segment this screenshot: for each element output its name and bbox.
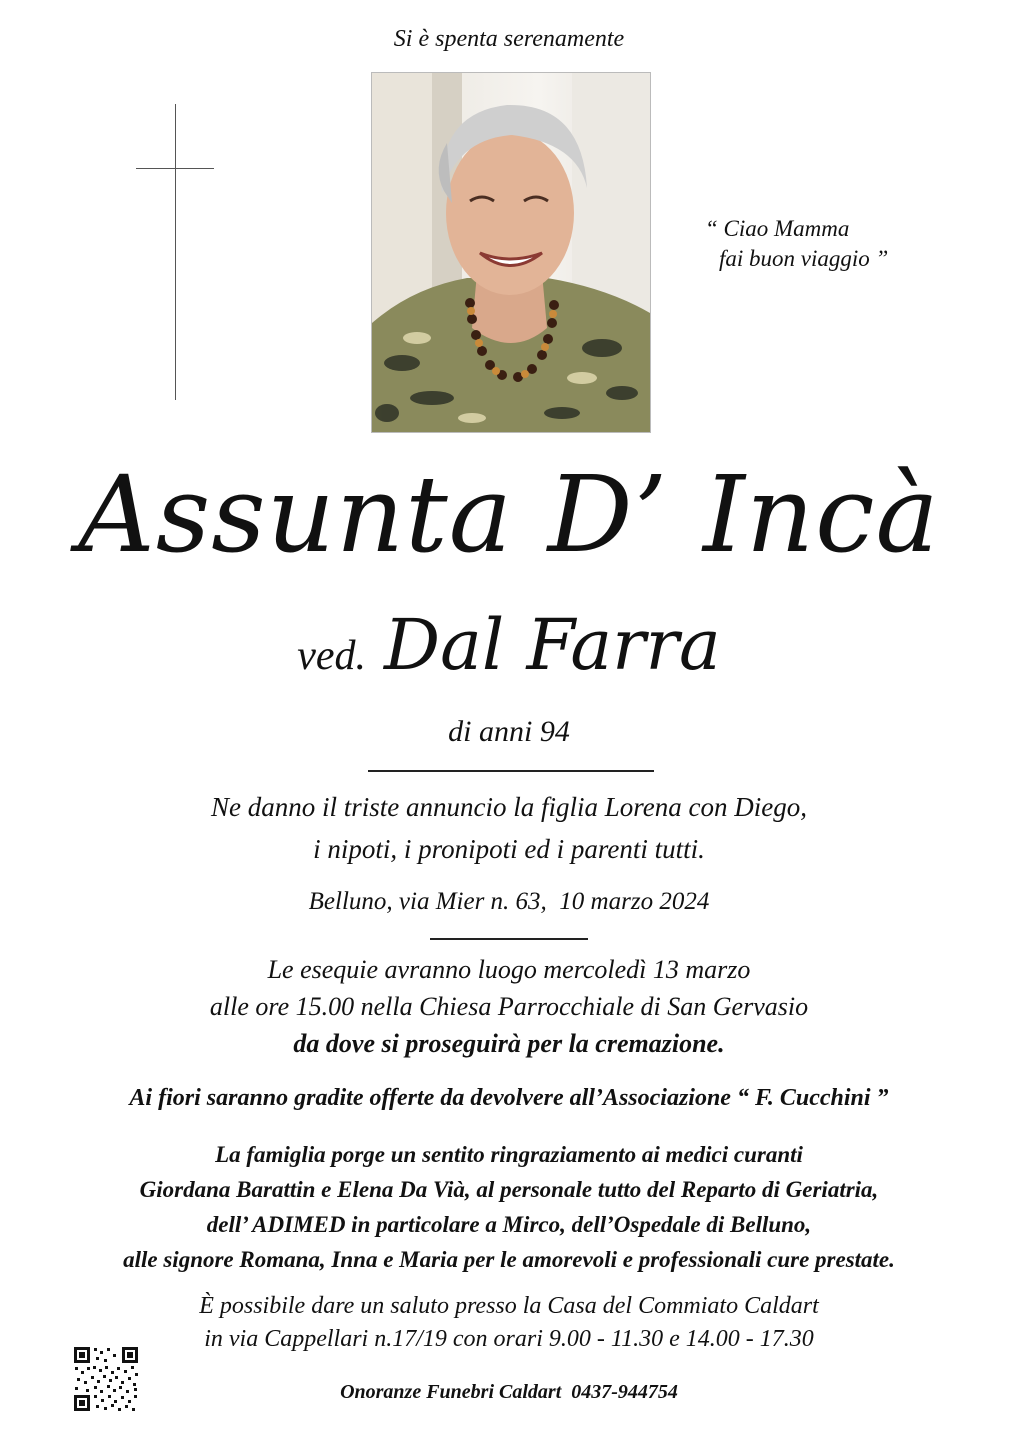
married-name	[0, 600, 1018, 701]
funeral-line-1: Le esequie avranno luogo mercoledì 13 marzo	[267, 955, 751, 984]
portrait-photo	[371, 72, 651, 433]
cross-icon-vertical	[175, 104, 176, 400]
thanks-line-3: dell’ ADIMED in particolare a Mirco, dell’Ospedale di Belluno,	[206, 1212, 812, 1237]
divider	[430, 938, 588, 940]
thanks-line-1: La famiglia porge un sentito ringraziamento ai medici curanti	[215, 1142, 803, 1167]
visit-line-2: in via Cappellari n.17/19 con orari 9.00 - 11.30 e 14.00 - 17.30	[204, 1326, 814, 1352]
divider	[368, 770, 654, 772]
announcement	[0, 786, 1018, 870]
married-prefix: ved.	[297, 633, 367, 679]
quote-line-2: fai buon viaggio ”	[719, 246, 889, 271]
announcement-line-1: Ne danno il triste annuncio la figlia Lorena con Diego,	[211, 792, 807, 822]
intro-text: Si è spenta serenamente	[393, 26, 625, 52]
announcement-line-2: i nipoti, i pronipoti ed i parenti tutti.	[313, 834, 705, 864]
deceased-name: Assunta D’ Incà	[78, 453, 940, 576]
quote-line-1: “ Ciao Mamma	[705, 216, 850, 241]
funeral-line-2: alle ore 15.00 nella Chiesa Parrocchiale di San Gervasio	[209, 992, 809, 1021]
funeral-info	[0, 951, 1018, 1062]
thanks-line-2: Giordana Barattin e Elena Da Vià, al personale tutto del Reparto di Geriatria,	[139, 1177, 879, 1202]
cross-icon-horizontal	[136, 168, 214, 169]
visit-info	[0, 1290, 1018, 1356]
funeral-line-3: da dove si proseguirà per la cremazione.	[293, 1029, 725, 1058]
visit-line-1: È possibile dare un saluto presso la Casa del Commiato Caldart	[199, 1293, 819, 1319]
quote	[705, 214, 955, 274]
agency-contact: Onoranze Funebri Caldart 0437-944754	[340, 1381, 678, 1403]
married-surname: Dal Farra	[384, 604, 721, 686]
age-text: di anni 94	[448, 715, 570, 748]
flowers-note: Ai fiori saranno gradite offerte da devolvere all’Associazione “ F. Cucchini ”	[129, 1085, 889, 1111]
thanks-line-4: alle signore Romana, Inna e Maria per le amorevoli e professionali cure prestate.	[123, 1247, 895, 1272]
thanks	[0, 1137, 1018, 1277]
place-date: Belluno, via Mier n. 63, 10 marzo 2024	[308, 888, 710, 915]
